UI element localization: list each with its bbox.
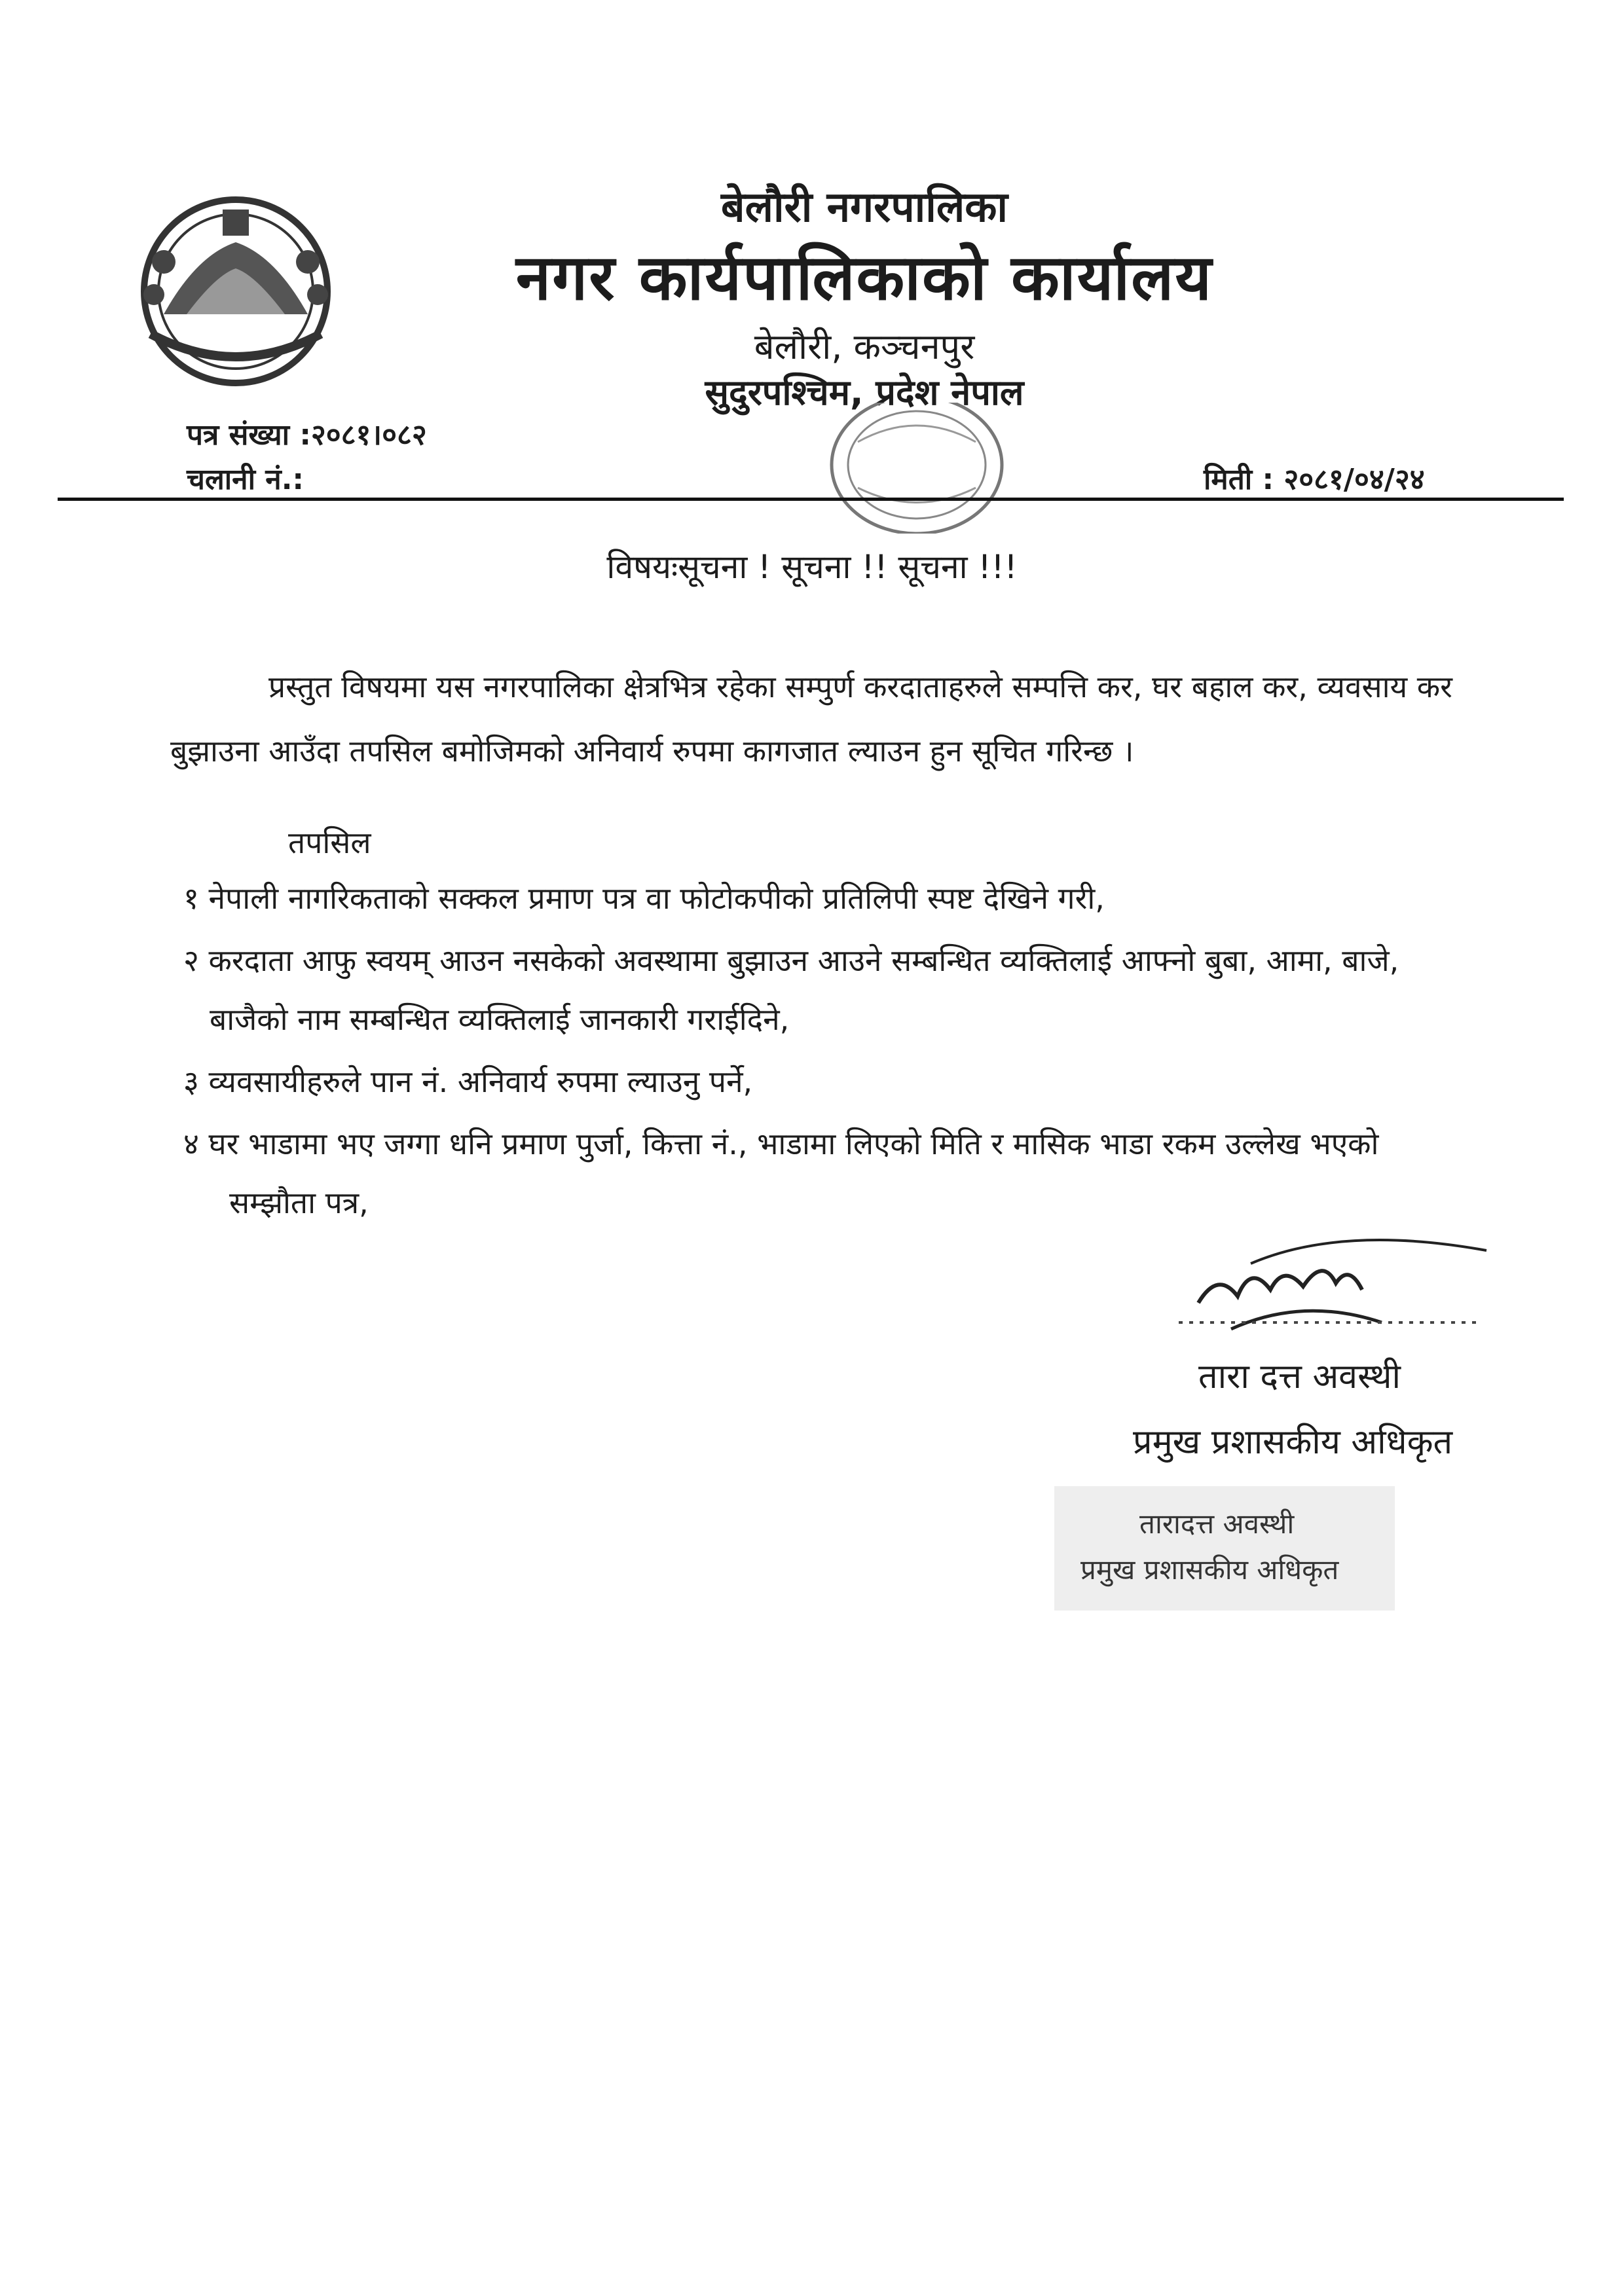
tapasil-heading: तपसिल: [288, 825, 371, 860]
dispatch-number: चलानी नं.:: [187, 463, 304, 496]
name-stamp-title: प्रमुख प्रशासकीय अधिकृत: [1080, 1554, 1339, 1586]
address-line-1: बेलौरी, कञ्चनपुर: [754, 326, 975, 367]
address-line-2: सुदुरपश्चिम, प्रदेश नेपाल: [705, 372, 1024, 413]
letter-date: मिती : २०८१/०४/२४: [1204, 463, 1425, 496]
body-paragraph-line-1: प्रस्तुत विषयमा यस नगरपालिका क्षेत्रभित्र रहेका सम्पुर्ण करदाताहरुले सम्पत्ति कर, घर बहाल कर, व्यवसाय कर: [268, 669, 1452, 704]
signatory-name: तारा दत्त अवस्थी: [1198, 1357, 1401, 1396]
list-item: १ नेपाली नागरिकताको सक्कल प्रमाण पत्र वा फोटोकपीको प्रतिलिपी स्पष्ट देखिने गरी,: [183, 881, 1105, 916]
org-name: बेलौरी नगरपालिका: [721, 183, 1008, 232]
handwritten-signature: [1172, 1224, 1513, 1349]
name-stamp-name: तारादत्त अवस्थी: [1139, 1508, 1295, 1540]
office-name: नगर कार्यपालिकाको कार्यालय: [515, 241, 1213, 314]
office-seal-stamp: [786, 403, 1022, 534]
header-rule: [58, 498, 1564, 501]
subject-line: विषयःसूचना ! सूचना !! सूचना !!!: [606, 548, 1018, 586]
signatory-title: प्रमुख प्रशासकीय अधिकृत: [1133, 1423, 1453, 1462]
list-item: २ करदाता आफु स्वयम् आउन नसकेको अवस्थामा बुझाउन आउने सम्बन्धित व्यक्तिलाई आफ्नो बुबा, आमा, बाजे,: [183, 943, 1399, 978]
list-item-continuation: सम्झौता पत्र,: [229, 1185, 369, 1220]
letter-number: पत्र संख्या :२०८१।०८२: [187, 418, 427, 452]
list-item: ३ व्यवसायीहरुले पान नं. अनिवार्य रुपमा ल्याउनु पर्ने,: [183, 1064, 753, 1099]
list-item: ४ घर भाडामा भए जग्गा धनि प्रमाण पुर्जा, कित्ता नं., भाडामा लिएको मिति र मासिक भाडा रकम उल्लेख भएको: [183, 1126, 1379, 1161]
list-item-continuation: बाजैको नाम सम्बन्धित व्यक्तिलाई जानकारी गराईदिने,: [210, 1002, 790, 1037]
body-paragraph-line-2: बुझाउना आउँदा तपसिल बमोजिमको अनिवार्य रुपमा कागजात ल्याउन हुन सूचित गरिन्छ ।: [170, 733, 1134, 769]
